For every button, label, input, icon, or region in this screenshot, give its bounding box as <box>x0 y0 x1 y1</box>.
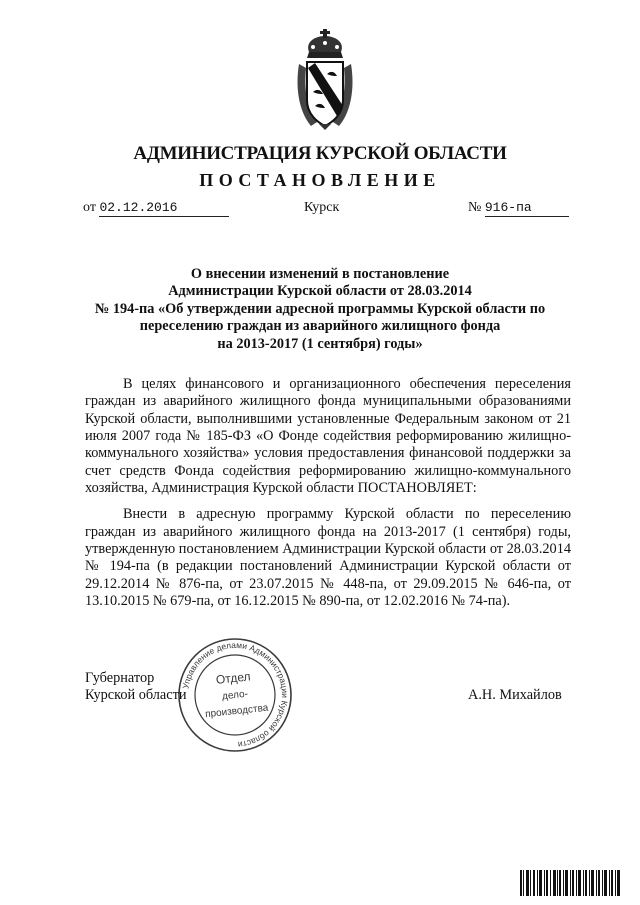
body-paragraph: Внести в адресную программу Курской области по переселению граждан из аварийного жилищного фонда на 2013-2017 (1 сентября) годы, утвержденную постановлением Администрации Курской области от 28.03.2014 № 194-па (в редакции постановлений Администрации Курской области от 29.12.2014 № 876-па, от 23.07.2015 № 448-па, от 29.09.2015 № 646-па, от 13.10.2015 № 679-па, от 16.12.2015 № 890-па, от 12.02.2016 № 74-па). <box>85 506 571 610</box>
position-line: Курской области <box>85 687 187 704</box>
document-title <box>60 266 580 353</box>
stamp-line: Отдел <box>215 669 252 687</box>
position-line: Губернатор <box>85 670 155 686</box>
title-line: на 2013-2017 (1 сентября) годы» <box>217 335 423 352</box>
title-line: О внесении изменений в постановление <box>190 266 450 282</box>
title-line: № 194-па «Об утверждении адресной программы Курской области по <box>94 300 546 317</box>
title-line: Администрации Курской области от 28.03.2014 <box>168 283 472 300</box>
organization-name: АДМИНИСТРАЦИЯ КУРСКОЙ ОБЛАСТИ <box>133 143 507 164</box>
number-value: 916-па <box>485 200 569 217</box>
office-stamp <box>176 636 294 754</box>
barcode-icon <box>520 870 620 896</box>
document-date <box>83 200 229 217</box>
signatory-name: А.Н. Михайлов <box>468 687 562 703</box>
document-type: ПОСТАНОВЛЕНИЕ <box>199 170 441 190</box>
title-line: переселению граждан из аварийного жилищного фонда <box>139 318 501 335</box>
document-city: Курск <box>304 200 340 215</box>
date-value: 02.12.2016 <box>99 200 229 217</box>
stamp-line: производства <box>204 702 269 721</box>
stamp-line: дело- <box>221 688 249 703</box>
body-paragraph: В целях финансового и организационного обеспечения переселения граждан из аварийного жилищного фонда муниципальными образованиями Курской области, выполнившими установленные Федеральным законом от 21 июля 2007 года № 185-ФЗ «О Фонде содействия реформированию жилищно-коммунального хозяйства» условия предоставления финансовой поддержки за счет средств Фонда содействия реформированию жилищно-коммунального хозяйства, Администрация Курской области ПОСТАНОВЛЯЕТ: <box>85 376 571 497</box>
coat-of-arms-emblem <box>293 28 357 132</box>
number-prefix: № <box>468 200 482 215</box>
document-body <box>85 376 571 619</box>
stamp-ring-text: Управление делами Администрации Курской области <box>180 639 291 750</box>
signatory-position <box>85 670 187 705</box>
document-number <box>468 200 569 217</box>
date-prefix: от <box>83 200 96 215</box>
